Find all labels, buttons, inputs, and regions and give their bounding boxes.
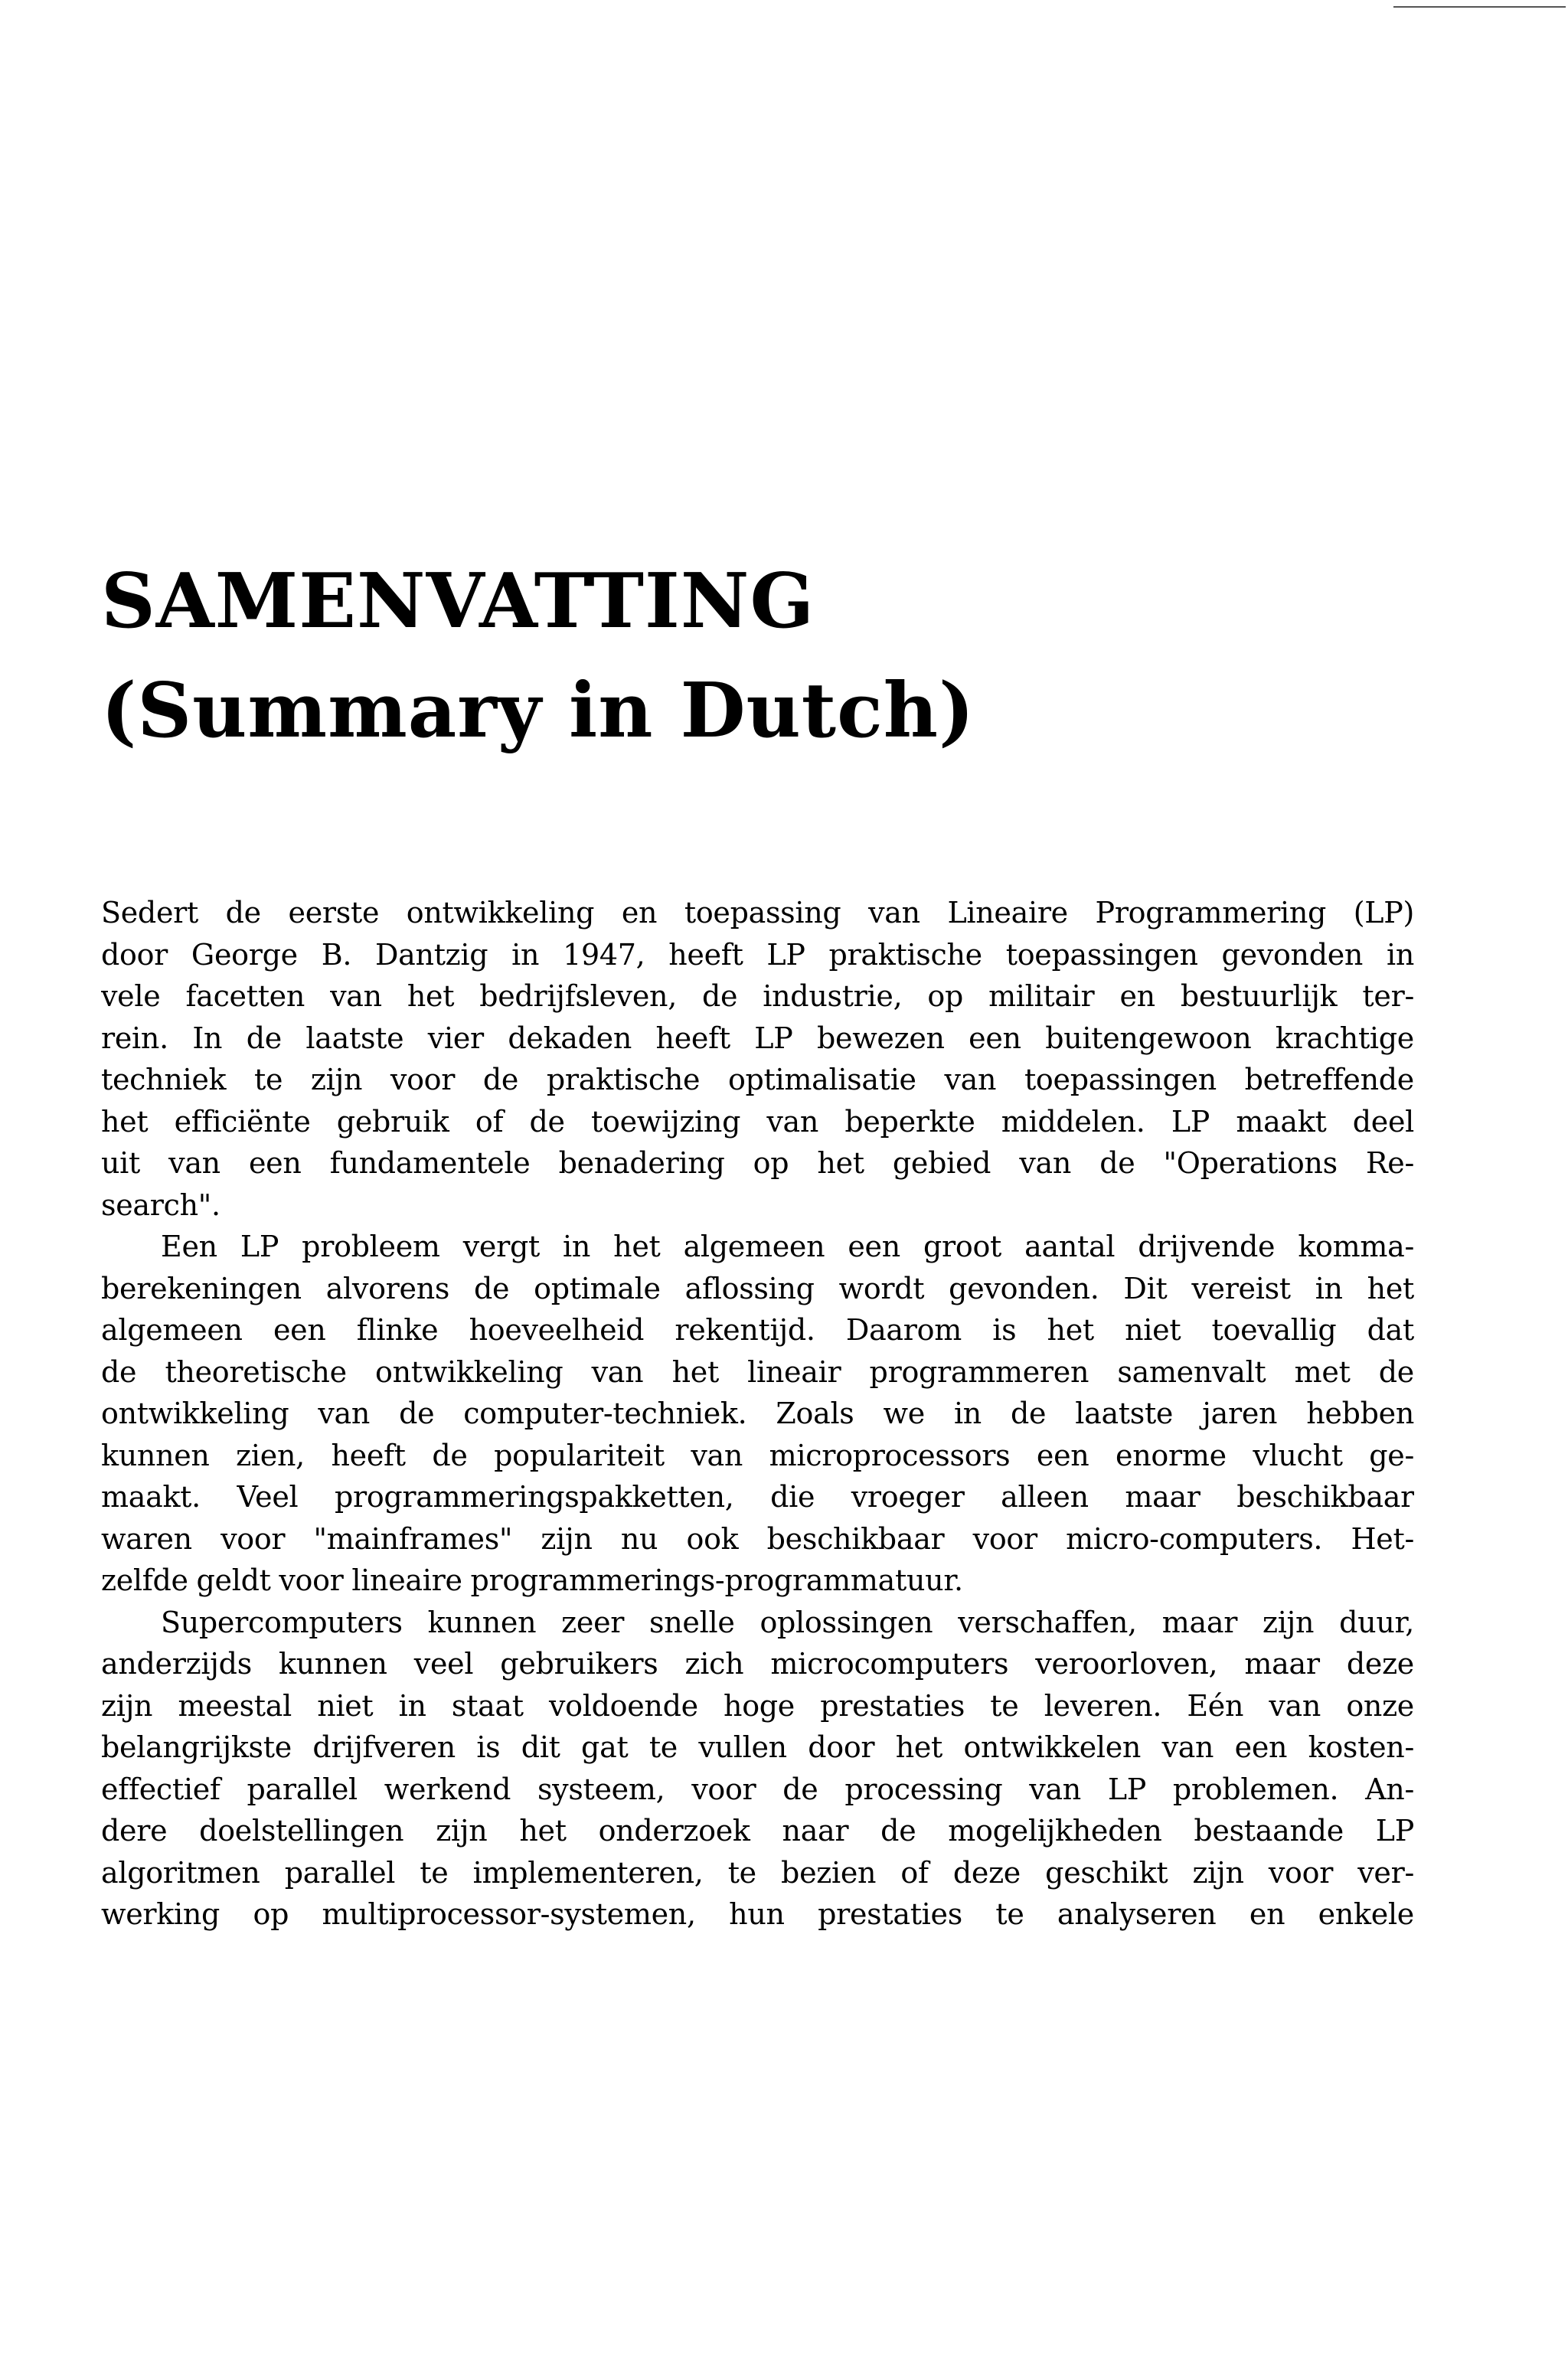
text-line: belangrijkste drijfveren is dit gat te vullen door het ontwikkelen van een kosten- — [101, 1730, 1414, 1764]
text-line: ontwikkeling van de computer-techniek. Zoals we in de laatste jaren hebben — [101, 1397, 1414, 1430]
text-line: zelfde geldt voor lineaire programmerings-programmatuur. — [101, 1563, 963, 1597]
text-line: rein. In de laatste vier dekaden heeft LP bewezen een buitengewoon krachtige — [101, 1021, 1414, 1055]
text-line: waren voor "mainframes" zijn nu ook beschikbaar voor micro-computers. Het- — [101, 1521, 1414, 1556]
text-line: algemeen een flinke hoeveelheid rekentijd. Daarom is het niet toevallig dat — [101, 1313, 1414, 1347]
text-line: Sedert de eerste ontwikkeling en toepassing van Lineaire Programmering (LP) — [101, 896, 1414, 930]
text-line: anderzijds kunnen veel gebruikers zich microcomputers veroorloven, maar deze — [101, 1647, 1414, 1681]
text-line: vele facetten van het bedrijfsleven, de industrie, op militair en bestuurlijk ter- — [101, 979, 1414, 1013]
text-line: kunnen zien, heeft de populariteit van microprocessors een enorme vlucht ge- — [101, 1438, 1414, 1472]
text-line: search". — [101, 1188, 220, 1222]
text-line: effectief parallel werkend systeem, voor de processing van LP problemen. An- — [101, 1772, 1414, 1806]
text-line: werking op multiprocessor-systemen, hun prestaties te analyseren en enkele — [101, 1897, 1414, 1931]
paragraph-2 — [101, 1226, 1414, 1602]
text-line: techniek te zijn voor de praktische optimalisatie van toepassingen betreffende — [101, 1063, 1414, 1096]
text-line: algoritmen parallel te implementeren, te bezien of deze geschikt zijn voor ver- — [101, 1855, 1414, 1890]
text-line: dere doelstellingen zijn het onderzoek naar de mogelijkheden bestaande LP — [101, 1814, 1414, 1848]
text-line: berekeningen alvorens de optimale aflossing wordt gevonden. Dit vereist in het — [101, 1271, 1414, 1305]
body-text — [101, 892, 1414, 1936]
text-line: zijn meestal niet in staat voldoende hoge prestaties te leveren. Eén van onze — [101, 1688, 1414, 1723]
chapter-title-line-1: SAMENVATTING — [101, 557, 815, 645]
header-rule — [1393, 6, 1566, 8]
text-line: door George B. Dantzig in 1947, heeft LP praktische toepassingen gevonden in — [101, 937, 1414, 972]
text-line: het efficiënte gebruik of de toewijzing van beperkte middelen. LP maakt deel — [101, 1104, 1414, 1139]
text-line: de theoretische ontwikkeling van het lineair programmeren samenvalt met de — [101, 1354, 1414, 1389]
text-line: Supercomputers kunnen zeer snelle oplossingen verschaffen, maar zijn duur, — [161, 1605, 1414, 1639]
chapter-title-line-2: (Summary in Dutch) — [101, 667, 975, 755]
paragraph-1 — [101, 892, 1414, 1226]
text-line: Een LP probleem vergt in het algemeen een groot aantal drijvende komma- — [161, 1230, 1414, 1263]
text-line: uit van een fundamentele benadering op het gebied van de "Operations Re- — [101, 1146, 1414, 1180]
text-line: maakt. Veel programmeringspakketten, die vroeger alleen maar beschikbaar — [101, 1480, 1414, 1514]
paragraph-3 — [101, 1602, 1414, 1936]
chapter-title — [101, 547, 1403, 766]
